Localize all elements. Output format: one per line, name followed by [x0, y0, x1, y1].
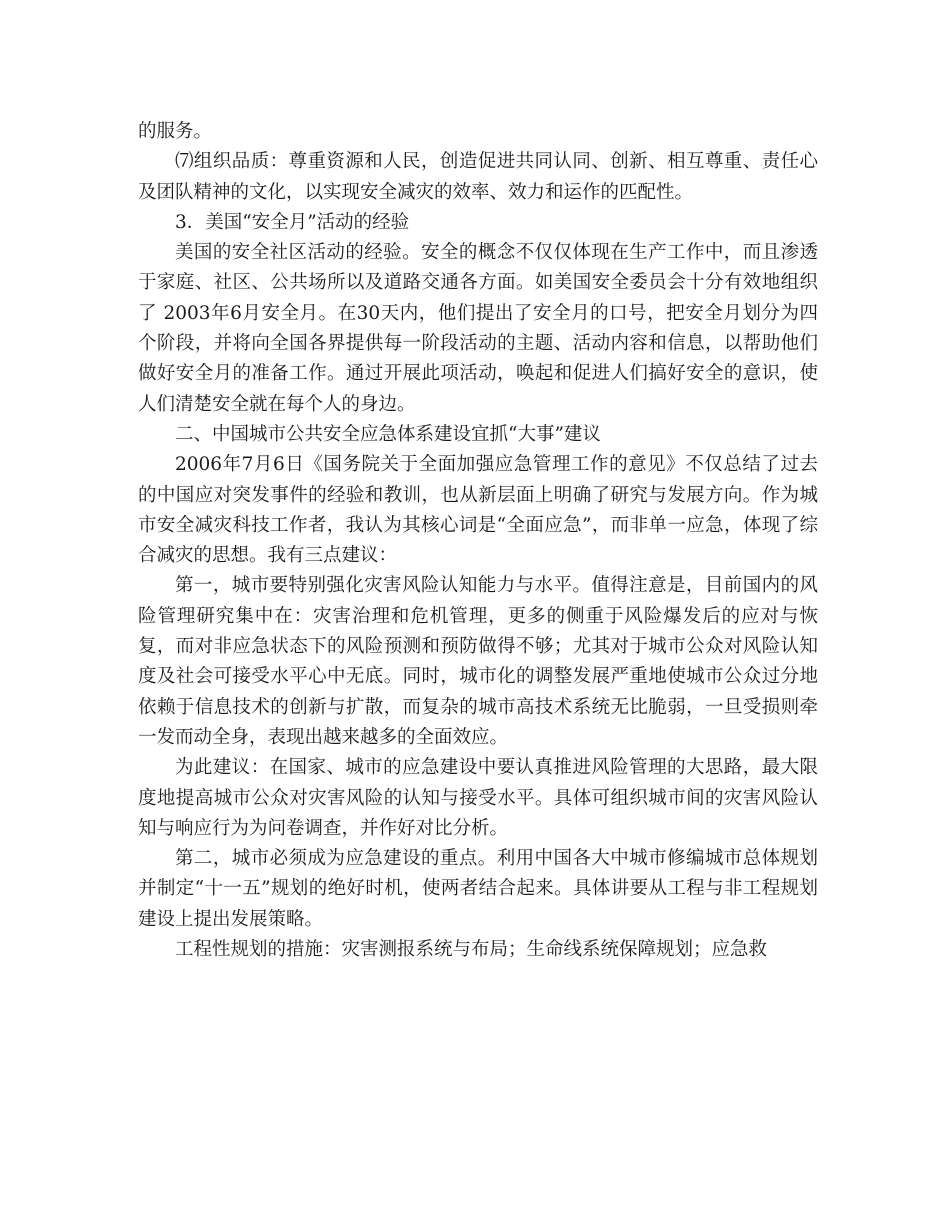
section-heading-china-emergency-system: 二、中国城市公共安全应急体系建设宜抓“大事”建议 — [175, 423, 601, 445]
section-heading-us-safety-month: 3．美国“安全月”活动的经验 — [175, 211, 410, 233]
paragraph-continuation: 的服务。 — [138, 121, 213, 142]
paragraph-state-council-opinion: 2006年7月6日《国务院关于全面加强应急管理工作的意见》不仅总结了过去的中国应对突发事件的经验和教训，也从新层面上明确了研究与发展方向。作为城市安全减灾科技工作者，我认为其核心词是“全面应急”，而非单一应急，体现了综合减灾的思想。我有三点建议： — [138, 454, 818, 567]
paragraph-second-suggestion: 第二，城市必须成为应急建设的重点。利用中国各大中城市修编城市总体规划并制定“十一五”规划的绝好时机，使两者结合起来。具体讲要从工程与非工程规划建设上提出发展策略。 — [138, 848, 818, 930]
body-text — [138, 117, 818, 965]
paragraph-organization-quality: ⑺组织品质：尊重资源和人民，创造促进共同认同、创新、相互尊重、责任心及团队精神的文化，以实现安全减灾的效率、效力和运作的匹配性。 — [138, 151, 818, 203]
paragraph-recommendation: 为此建议：在国家、城市的应急建设中要认真推进风险管理的大思路，最大限度地提高城市公众对灾害风险的认知与接受水平。具体可组织城市间的灾害风险认知与响应行为为问卷调查，并作好对比分析。 — [138, 757, 818, 839]
paragraph-us-safety-community: 美国的安全社区活动的经验。安全的概念不仅仅体现在生产工作中，而且渗透于家庭、社区、公共场所以及道路交通各方面。如美国安全委员会十分有效地组织了 2003年6月安全月。在30天内，他们提出了安全月的口号，把安全月划分为四个阶段，并将向全国各界提供每一阶段活动的主题、活动内容和信息，以帮助他们做好安全月的准备工作。通过开展此项活动，唤起和促进人们搞好安全的意识，使人们清楚安全就在每个人的身边。 — [138, 242, 818, 415]
paragraph-first-suggestion: 第一，城市要特别强化灾害风险认知能力与水平。值得注意是，目前国内的风险管理研究集中在：灾害治理和危机管理，更多的侧重于风险爆发后的应对与恢复，而对非应急状态下的风险预测和预防做得不够；尤其对于城市公众对风险认知度及社会可接受水平心中无底。同时，城市化的调整发展严重地使城市公众过分地依赖于信息技术的创新与扩散，而复杂的城市高技术系统无比脆弱，一旦受损则牵一发而动全身，表现出越来越多的全面效应。 — [138, 575, 818, 748]
paragraph-engineering-measures: 工程性规划的措施：灾害测报系统与布局；生命线系统保障规划；应急救 — [175, 939, 768, 961]
